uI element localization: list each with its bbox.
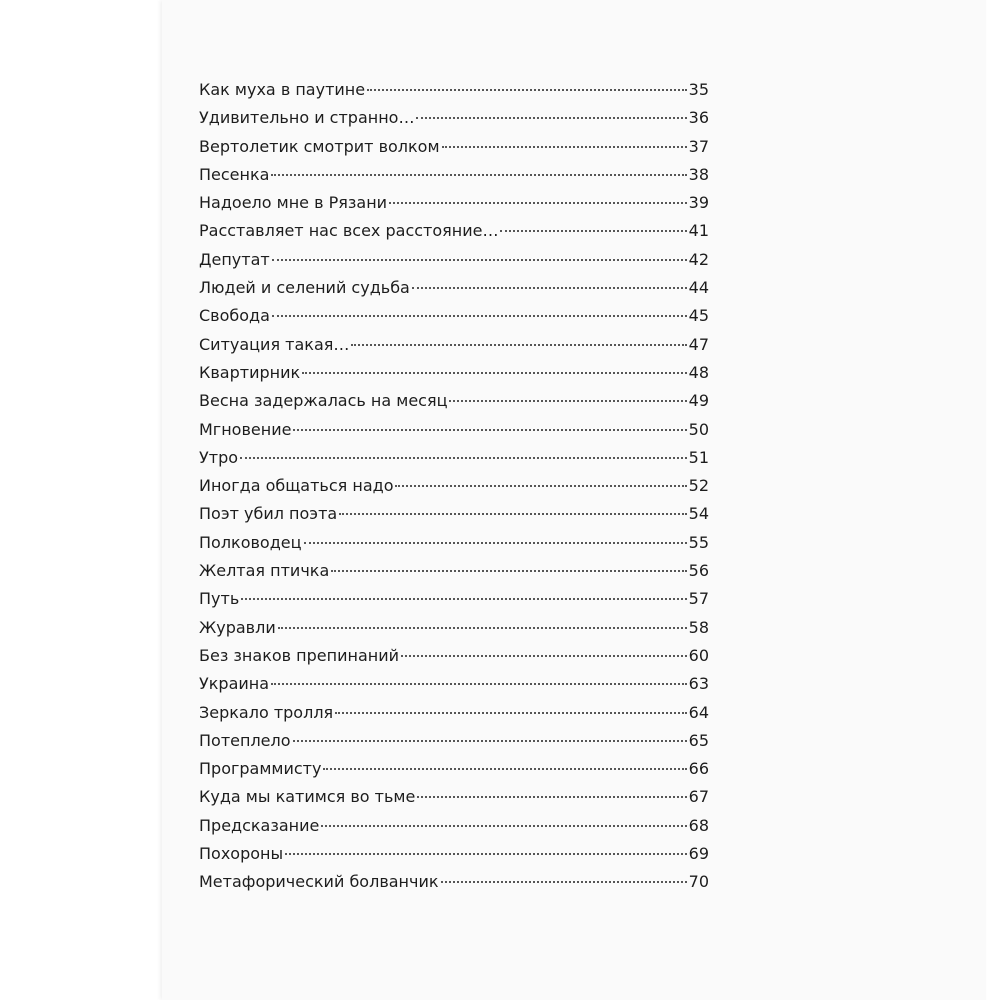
entry-page-number: 39 [688, 193, 709, 213]
dot-leader [339, 513, 686, 515]
entry-page-number: 58 [688, 617, 709, 637]
entry-title: Потеплело [199, 730, 291, 750]
dot-leader [272, 259, 687, 261]
entry-title: Как муха в паутине [199, 80, 366, 99]
entry-page-number: 47 [688, 334, 709, 354]
dot-leader [272, 315, 687, 317]
dot-leader [241, 598, 686, 600]
entry-title: Свобода [199, 306, 270, 326]
toc-entry [199, 670, 709, 698]
dot-leader [304, 542, 687, 544]
entry-page-number: 48 [688, 362, 709, 382]
entry-title: Куда мы катимся во тьме [199, 787, 416, 807]
entry-title: Поэт убил поэта [199, 504, 338, 524]
entry-page-number: 49 [688, 391, 709, 411]
toc-entry [199, 302, 709, 330]
entry-title: Ситуация такая… [199, 334, 350, 354]
entry-title: Утро [199, 447, 239, 467]
entry-page-number: 68 [688, 815, 709, 835]
entry-page-number: 60 [688, 645, 709, 665]
dot-leader [293, 429, 686, 431]
dot-leader [500, 230, 686, 232]
toc-entry [199, 727, 709, 755]
entry-page-number: 41 [688, 221, 709, 241]
entry-page-number: 65 [688, 730, 709, 750]
dot-leader [240, 457, 687, 459]
entry-title: Квартирник [199, 362, 301, 382]
table-of-contents [199, 76, 709, 897]
dot-leader [293, 740, 687, 742]
entry-title: Путь [199, 589, 240, 609]
entry-page-number: 38 [688, 164, 709, 184]
entry-title: Расставляет нас всех расстояние… [199, 221, 499, 241]
toc-entry [199, 585, 709, 613]
toc-entry [199, 246, 709, 274]
dot-leader [271, 683, 687, 685]
entry-title: Мгновение [199, 419, 292, 439]
dot-leader [401, 655, 687, 657]
toc-entry [199, 331, 709, 359]
entry-title: Депутат [199, 249, 270, 269]
dot-leader [331, 570, 686, 572]
entry-title: Программисту [199, 759, 322, 779]
entry-title: Людей и селений судьба [199, 278, 410, 298]
dot-leader [278, 627, 687, 629]
toc-entry [199, 444, 709, 472]
entry-page-number: 50 [688, 419, 709, 439]
toc-entry [199, 699, 709, 727]
entry-title: Песенка [199, 164, 270, 184]
toc-entry [199, 76, 709, 104]
dot-leader [389, 202, 687, 204]
entry-page-number: 37 [688, 136, 709, 156]
entry-title: Зеркало тролля [199, 702, 334, 722]
toc-entry [199, 868, 709, 896]
toc-entry [199, 783, 709, 811]
dot-leader [417, 796, 686, 798]
entry-title: Похороны [199, 844, 284, 864]
toc-entry [199, 472, 709, 500]
entry-title: Вертолетик смотрит волком [199, 136, 440, 156]
entry-page-number: 66 [688, 759, 709, 779]
toc-entry [199, 133, 709, 161]
entry-title: Метафорический болванчик [199, 872, 439, 892]
entry-page-number: 45 [688, 306, 709, 326]
dot-leader [441, 881, 687, 883]
entry-page-number: 70 [688, 872, 709, 892]
dot-leader [321, 825, 686, 827]
toc-entry [199, 755, 709, 783]
entry-title: Журавли [199, 617, 276, 637]
entry-page-number: 67 [688, 787, 709, 807]
entry-title: Полководец [199, 532, 302, 552]
dot-leader [367, 89, 687, 91]
entry-page-number: 35 [688, 80, 709, 99]
toc-entry [199, 189, 709, 217]
entry-title: Предсказание [199, 815, 320, 835]
dot-leader [412, 287, 687, 289]
toc-entry [199, 387, 709, 415]
toc-entry [199, 557, 709, 585]
entry-title: Без знаков препинаний [199, 645, 399, 665]
entry-page-number: 36 [688, 108, 709, 128]
toc-entry [199, 161, 709, 189]
entry-page-number: 54 [688, 504, 709, 524]
entry-title: Весна задержалась на месяц [199, 391, 448, 411]
entry-title: Иногда общаться надо [199, 476, 394, 496]
toc-entry [199, 840, 709, 868]
entry-page-number: 55 [688, 532, 709, 552]
entry-page-number: 64 [688, 702, 709, 722]
entry-page-number: 57 [688, 589, 709, 609]
dot-leader [442, 146, 687, 148]
entry-title: Удивительно и странно… [199, 108, 415, 128]
dot-leader [271, 174, 686, 176]
dot-leader [323, 768, 686, 770]
toc-entry [199, 104, 709, 132]
dot-leader [416, 117, 686, 119]
entry-page-number: 42 [688, 249, 709, 269]
dot-leader [395, 485, 686, 487]
entry-page-number: 56 [688, 561, 709, 581]
dot-leader [302, 372, 686, 374]
toc-entry [199, 217, 709, 245]
toc-entry [199, 812, 709, 840]
toc-entry [199, 416, 709, 444]
entry-page-number: 51 [688, 447, 709, 467]
toc-entry [199, 500, 709, 528]
entry-page-number: 44 [688, 278, 709, 298]
toc-entry [199, 642, 709, 670]
dot-leader [449, 400, 686, 402]
entry-title: Надоело мне в Рязани [199, 193, 388, 213]
entry-title: Желтая птичка [199, 561, 330, 581]
toc-entry [199, 274, 709, 302]
toc-entry [199, 529, 709, 557]
entry-title: Украина [199, 674, 270, 694]
toc-entry [199, 614, 709, 642]
toc-entry [199, 359, 709, 387]
dot-leader [351, 344, 686, 346]
dot-leader [335, 712, 686, 714]
entry-page-number: 69 [688, 844, 709, 864]
entry-page-number: 52 [688, 476, 709, 496]
dot-leader [285, 853, 687, 855]
entry-page-number: 63 [688, 674, 709, 694]
